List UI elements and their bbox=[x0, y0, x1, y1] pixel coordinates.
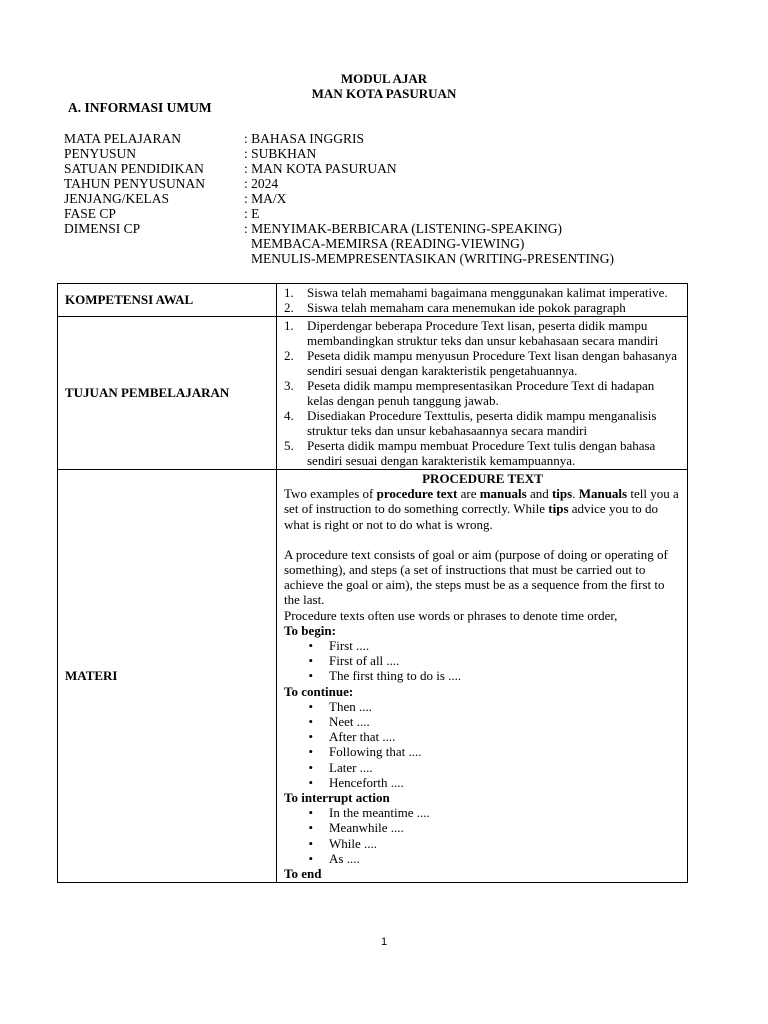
list-number: 3. bbox=[284, 378, 294, 393]
doc-title: MODUL AJAR bbox=[340, 71, 428, 86]
list-text: Peseta didik mampu mempresentasikan Procedure Text di hadapan kelas dengan penuh tanggung jawab. bbox=[307, 378, 655, 408]
list-item bbox=[284, 318, 681, 348]
info-label: JENJANG/KELAS bbox=[64, 191, 170, 206]
bullet-text: After that .... bbox=[329, 729, 396, 745]
bullet-item bbox=[284, 729, 681, 744]
info-label: MATA PELAJARAN bbox=[64, 131, 182, 146]
bullet-icon: • bbox=[308, 668, 313, 684]
materi-content bbox=[277, 470, 688, 883]
list-text: Peseta didik mampu menyusun Procedure Text lisan dengan bahasanya sendiri sesuai dengan karakteristik pengetahuannya. bbox=[307, 348, 677, 378]
list-item bbox=[284, 348, 681, 378]
tujuan-row bbox=[58, 317, 688, 470]
info-label: DIMENSI CP bbox=[64, 221, 141, 236]
bullet-item bbox=[284, 775, 681, 790]
list-item bbox=[284, 438, 681, 468]
list-number: 2. bbox=[284, 348, 294, 363]
bullet-list bbox=[284, 699, 681, 790]
dimensi-cp-continuation: MEMBACA-MEMIRSA (READING-VIEWING) bbox=[251, 236, 525, 251]
info-value: : MA/X bbox=[244, 191, 287, 206]
tujuan-label: TUJUAN PEMBELAJARAN bbox=[58, 317, 277, 470]
info-row bbox=[64, 161, 614, 176]
bullet-text: The first thing to do is .... bbox=[329, 668, 462, 684]
bullet-item bbox=[284, 699, 681, 714]
bullet-icon: • bbox=[308, 729, 313, 745]
info-value: : MENYIMAK-BERBICARA (LISTENING-SPEAKING) bbox=[244, 221, 562, 236]
info-value: : E bbox=[244, 206, 260, 221]
bullet-icon: • bbox=[308, 805, 313, 821]
materi-label: MATERI bbox=[58, 470, 277, 883]
bullet-item bbox=[284, 805, 681, 820]
bullet-item bbox=[284, 638, 681, 653]
info-label: SATUAN PENDIDIKAN bbox=[64, 161, 204, 176]
page-number: 1 bbox=[380, 936, 388, 948]
time-order-groups bbox=[284, 623, 681, 881]
bullet-icon: • bbox=[308, 820, 313, 836]
bullet-item bbox=[284, 714, 681, 729]
info-row bbox=[64, 146, 614, 161]
list-text: Peserta didik mampu membuat Procedure Text tulis dengan bahasa sendiri sesuai dengan karakteristik kemampuannya. bbox=[307, 438, 656, 468]
list-item bbox=[284, 378, 681, 408]
bullet-text: Meanwhile .... bbox=[329, 820, 404, 836]
list-number: 4. bbox=[284, 408, 294, 423]
bullet-item bbox=[284, 820, 681, 835]
list-number: 5. bbox=[284, 438, 294, 453]
kompetensi-content bbox=[277, 284, 688, 317]
materi-row bbox=[58, 470, 688, 883]
list-number: 1. bbox=[284, 285, 294, 300]
info-row bbox=[64, 131, 614, 146]
list-number: 1. bbox=[284, 318, 294, 333]
bullet-text: Later .... bbox=[329, 759, 373, 775]
info-value: : BAHASA INGGRIS bbox=[244, 131, 365, 146]
info-row bbox=[64, 176, 614, 191]
bullet-text: As .... bbox=[329, 850, 360, 866]
bullet-icon: • bbox=[308, 850, 313, 866]
materi-paragraph-3: Procedure texts often use words or phrases to denote time order, bbox=[284, 607, 618, 623]
list-text: Siswa telah memahami bagaimana menggunakan kalimat imperative. bbox=[307, 285, 668, 300]
bullet-text: First of all .... bbox=[329, 653, 400, 669]
bullet-icon: • bbox=[308, 774, 313, 790]
bullet-text: While .... bbox=[329, 835, 378, 851]
bullet-icon: • bbox=[308, 744, 313, 760]
bullet-item bbox=[284, 851, 681, 866]
list-text: Diperdengar beberapa Procedure Text lisan, peserta didik mampu membandingkan struktur teks dan unsur kebahasaan secara mandiri bbox=[307, 318, 659, 348]
list-text: Disediakan Procedure Texttulis, peserta didik mampu menganalisis struktur teks dan unsur kebahasaannya secara mandiri bbox=[307, 408, 657, 438]
info-label: FASE CP bbox=[64, 206, 116, 221]
list-item bbox=[284, 408, 681, 438]
bullet-text: Henceforth .... bbox=[329, 774, 404, 790]
bullet-icon: • bbox=[308, 638, 313, 654]
bullet-item bbox=[284, 760, 681, 775]
list-text: Siswa telah memaham cara menemukan ide pokok paragraph bbox=[307, 300, 626, 315]
info-block bbox=[64, 131, 614, 266]
group-title: To end bbox=[284, 866, 322, 882]
bullet-text: First .... bbox=[329, 638, 370, 654]
bullet-item bbox=[284, 836, 681, 851]
dimensi-cp-continuation: MENULIS-MEMPRESENTASIKAN (WRITING-PRESENTING) bbox=[251, 251, 615, 266]
group-title: To continue: bbox=[284, 683, 354, 699]
doc-subtitle: MAN KOTA PASURUAN bbox=[311, 86, 457, 101]
bullet-icon: • bbox=[308, 653, 313, 669]
bullet-text: Then .... bbox=[329, 698, 372, 714]
kompetensi-row bbox=[58, 284, 688, 317]
info-value: : SUBKHAN bbox=[244, 146, 317, 161]
bullet-icon: • bbox=[308, 714, 313, 730]
bullet-icon: • bbox=[308, 759, 313, 775]
group-title: To begin: bbox=[284, 622, 336, 638]
materi-paragraph-2: A procedure text consists of goal or aim (purpose of doing or operating of something), and steps (a set of instructions that must be carried out to achieve the goal or aim), the steps must be as a sequence from the first to the last. bbox=[284, 546, 668, 608]
info-label: TAHUN PENYUSUNAN bbox=[64, 176, 206, 191]
bullet-icon: • bbox=[308, 835, 313, 851]
module-table bbox=[57, 283, 688, 883]
bullet-list bbox=[284, 805, 681, 866]
list-item bbox=[284, 285, 681, 300]
info-value: : 2024 bbox=[244, 176, 279, 191]
bullet-text: In the meantime .... bbox=[329, 805, 430, 821]
list-number: 2. bbox=[284, 300, 294, 315]
bullet-item bbox=[284, 744, 681, 759]
materi-paragraph-1: Two examples of procedure text are manuals and tips. Manuals tell you a set of instruction to do something correctly. While tips advice you to do what is right or not to do what is wrong. bbox=[284, 486, 679, 532]
bullet-item bbox=[284, 668, 681, 683]
bullet-icon: • bbox=[308, 698, 313, 714]
kompetensi-label: KOMPETENSI AWAL bbox=[58, 284, 277, 317]
bullet-list bbox=[284, 638, 681, 684]
info-row bbox=[64, 206, 614, 221]
info-label: PENYUSUN bbox=[64, 146, 137, 161]
list-item bbox=[284, 300, 681, 315]
info-value: : MAN KOTA PASURUAN bbox=[244, 161, 397, 176]
section-a-heading: A. INFORMASI UMUM bbox=[68, 100, 212, 115]
info-row bbox=[64, 191, 614, 206]
tujuan-content bbox=[277, 317, 688, 470]
info-row bbox=[64, 221, 614, 236]
bullet-text: Following that .... bbox=[329, 744, 422, 760]
materi-heading: PROCEDURE TEXT bbox=[422, 471, 543, 486]
bullet-item bbox=[284, 653, 681, 668]
bullet-text: Neet .... bbox=[329, 714, 370, 730]
group-title: To interrupt action bbox=[284, 790, 390, 806]
